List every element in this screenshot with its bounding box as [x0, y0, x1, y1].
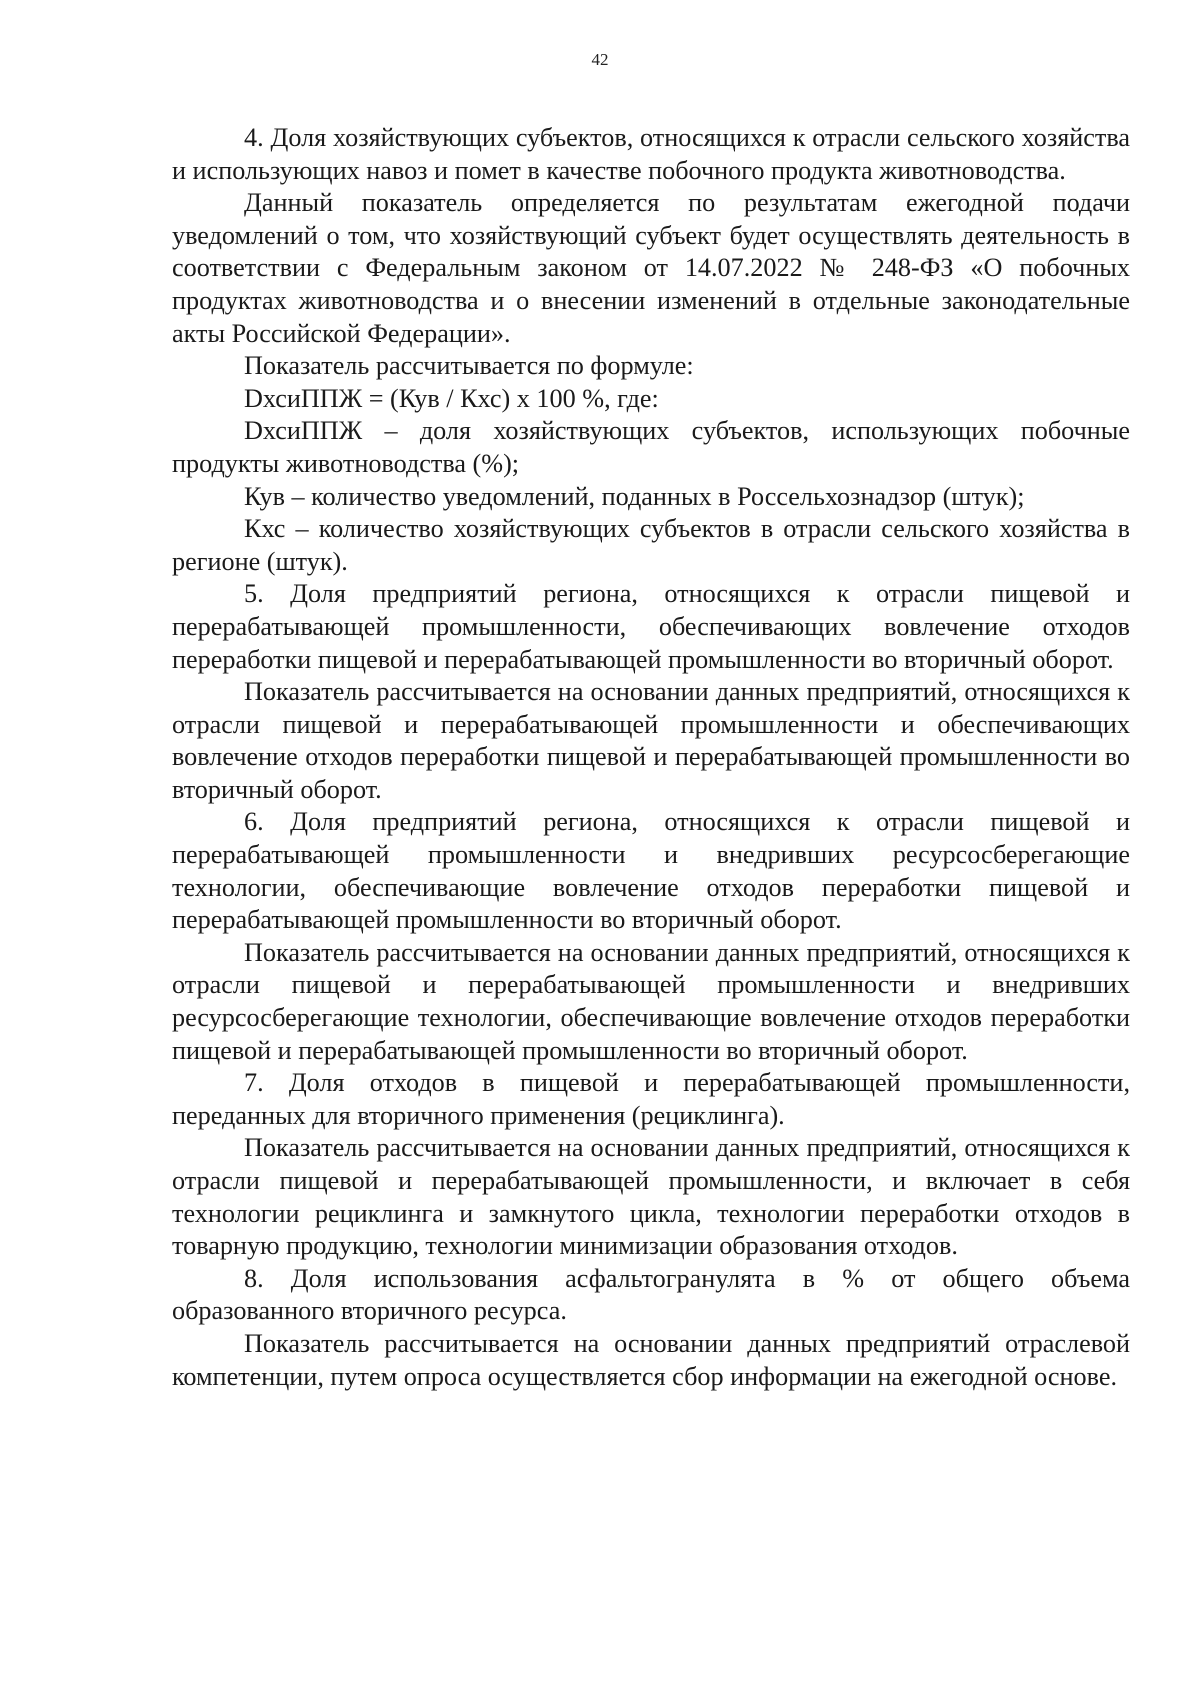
paragraph-item-5-title: 5. Доля предприятий региона, относящихся к отрасли пищевой и перерабатывающей промышленности, обеспечивающих вовлечение отходов переработки пищевой и перерабатывающей промышленности во вторичный оборот.: [172, 579, 1130, 674]
paragraph-item-4-description: Данный показатель определяется по результатам ежегодной подачи уведомлений о том, что хозяйствующий субъект будет осуществлять деятельность в соответствии с Федеральным законом от 14.07.2022 № 248-ФЗ «О побочных продуктах животноводства и о внесении изменений в отдельные законодательные акты Российской Федерации».: [172, 188, 1130, 348]
paragraph-item-6-description: Показатель рассчитывается на основании данных предприятий, относящихся к отрасли пищевой и перерабатывающей промышленности и внедривших ресурсосберегающие технологии, обеспечивающие вовлечение отходов переработки пищевой и перерабатывающей промышленности во вторичный оборот.: [172, 937, 1130, 1065]
paragraph-formula: DхсиППЖ = (Кув / Кхс) x 100 %, где:: [244, 383, 659, 413]
page-number: 42: [591, 50, 609, 69]
paragraph-item-5-description: Показатель рассчитывается на основании данных предприятий, относящихся к отрасли пищевой и перерабатывающей промышленности и обеспечивающих вовлечение отходов переработки пищевой и перерабатывающей промышленности во вторичный оборот.: [172, 677, 1130, 804]
paragraph-item-6-title: 6. Доля предприятий региона, относящихся к отрасли пищевой и перерабатывающей промышленности и внедривших ресурсосберегающие технологии, обеспечивающие вовлечение отходов переработки пищевой и перерабатывающей промышленности во вторичный оборот.: [172, 807, 1130, 935]
paragraph-formula-definition-3: Кхс – количество хозяйствующих субъектов в отрасли сельского хозяйства в регионе (штук).: [172, 514, 1130, 576]
paragraph-item-7-description: Показатель рассчитывается на основании данных предприятий, относящихся к отрасли пищевой и перерабатывающей промышленности, и включает в себя технологии рециклинга и замкнутого цикла, технологии переработки отходов в товарную продукцию, технологии минимизации образования отходов.: [172, 1133, 1130, 1261]
paragraph-item-8-description: Показатель рассчитывается на основании данных предприятий отраслевой компетенции, путем опроса осуществляется сбор информации на ежегодной основе.: [172, 1328, 1130, 1391]
paragraph-formula-definition-2: Кув – количество уведомлений, поданных в Россельхознадзор (штук);: [244, 481, 1025, 511]
document-body: [172, 122, 1130, 1393]
paragraph-item-4-title: 4. Доля хозяйствующих субъектов, относящихся к отрасли сельского хозяйства и использующих навоз и помет в качестве побочного продукта животноводства.: [172, 123, 1130, 185]
paragraph-item-7-title: 7. Доля отходов в пищевой и перерабатывающей промышленности, переданных для вторичного применения (рециклинга).: [172, 1068, 1130, 1130]
paragraph-formula-intro: Показатель рассчитывается по формуле:: [244, 351, 694, 381]
paragraph-item-8-title: 8. Доля использования асфальтогранулята в % от общего объема образованного вторичного ресурса.: [172, 1263, 1130, 1326]
paragraph-formula-definition-1: DхсиППЖ – доля хозяйствующих субъектов, использующих побочные продукты животноводства (%);: [172, 416, 1130, 478]
